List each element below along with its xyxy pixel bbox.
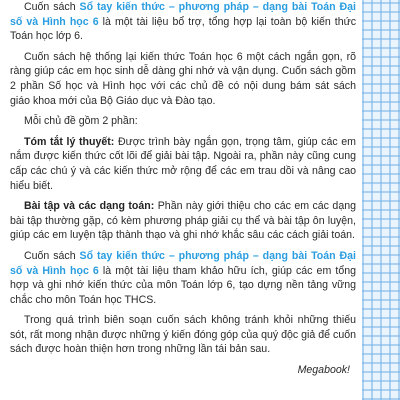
side-grid-decoration bbox=[362, 0, 400, 400]
paragraph-parts: Mỗi chủ đề gồm 2 phần: bbox=[24, 115, 138, 128]
text-lead: Cuốn sách bbox=[24, 249, 80, 262]
paragraph-exercises bbox=[10, 199, 356, 243]
text-rest: là một tài liệu tham khảo hữu ích, giúp các em tổng hợp và ghi nhớ kiến thức của môn Toán lớp 6, tạo dựng nền tảng vững chắc cho môn Toán học THCS. bbox=[10, 264, 356, 306]
text-rest: là một tài liệu bổ trợ, tổng hợp lại toàn bộ kiến thức Toán học lớp 6. bbox=[10, 15, 356, 43]
text-lead: Cuốn sách bbox=[24, 1, 80, 13]
preface-text bbox=[10, 0, 356, 384]
paragraph-closing: Trong quá trình biên soạn cuốn sách không tránh khỏi những thiếu sót, rất mong nhận được những ý kiến đóng góp của quý độc giả để cuốn sách được hoàn thiện hơn trong những lần tái bản sau. bbox=[10, 314, 356, 356]
theory-label: Tóm tắt lý thuyết: bbox=[24, 135, 115, 148]
book-title-highlight: Sổ tay kiến thức – phương pháp – dạng bài Toán Đại số và Hình học 6 bbox=[10, 1, 357, 28]
theory-text: Được trình bày ngắn gọn, trọng tâm, giúp các em nắm được kiến thức cốt lõi để giải bài tập. Ngoài ra, phần này cũng cung cấp các chú ý và các kiến thức mở rộng để các em trau dồi và nâng cao hiểu biết. bbox=[10, 135, 356, 192]
book-title-highlight: Sổ tay kiến thức – phương pháp – dạng bài Toán Đại số và Hình học 6 bbox=[10, 249, 357, 277]
paragraph-intro bbox=[10, 0, 356, 44]
paragraph-system: Cuốn sách hệ thống lại kiến thức Toán học 6 một cách ngắn gọn, rõ ràng giúp các em học sinh dễ dàng ghi nhớ và vận dụng. Cuốn sách gồm 2 phần Số học và Hình học với các chủ đề có nội dung bám sát sách giáo khoa mới của Bộ Giáo dục và Đào tạo. bbox=[10, 50, 356, 107]
paragraph-reference bbox=[10, 249, 356, 307]
paragraph-theory bbox=[10, 135, 356, 193]
exercises-text: Phần này giới thiệu cho các em các dạng bài tập thường gặp, có kèm phương pháp giải cụ thể và bài tập ôn luyện, giúp các em luyện tập thành thạo và ghi nhớ khắc sâu các cách giải toán. bbox=[10, 200, 356, 242]
exercises-label: Bài tập và các dạng toán: bbox=[24, 200, 155, 213]
signature: Megabook! bbox=[297, 364, 350, 377]
